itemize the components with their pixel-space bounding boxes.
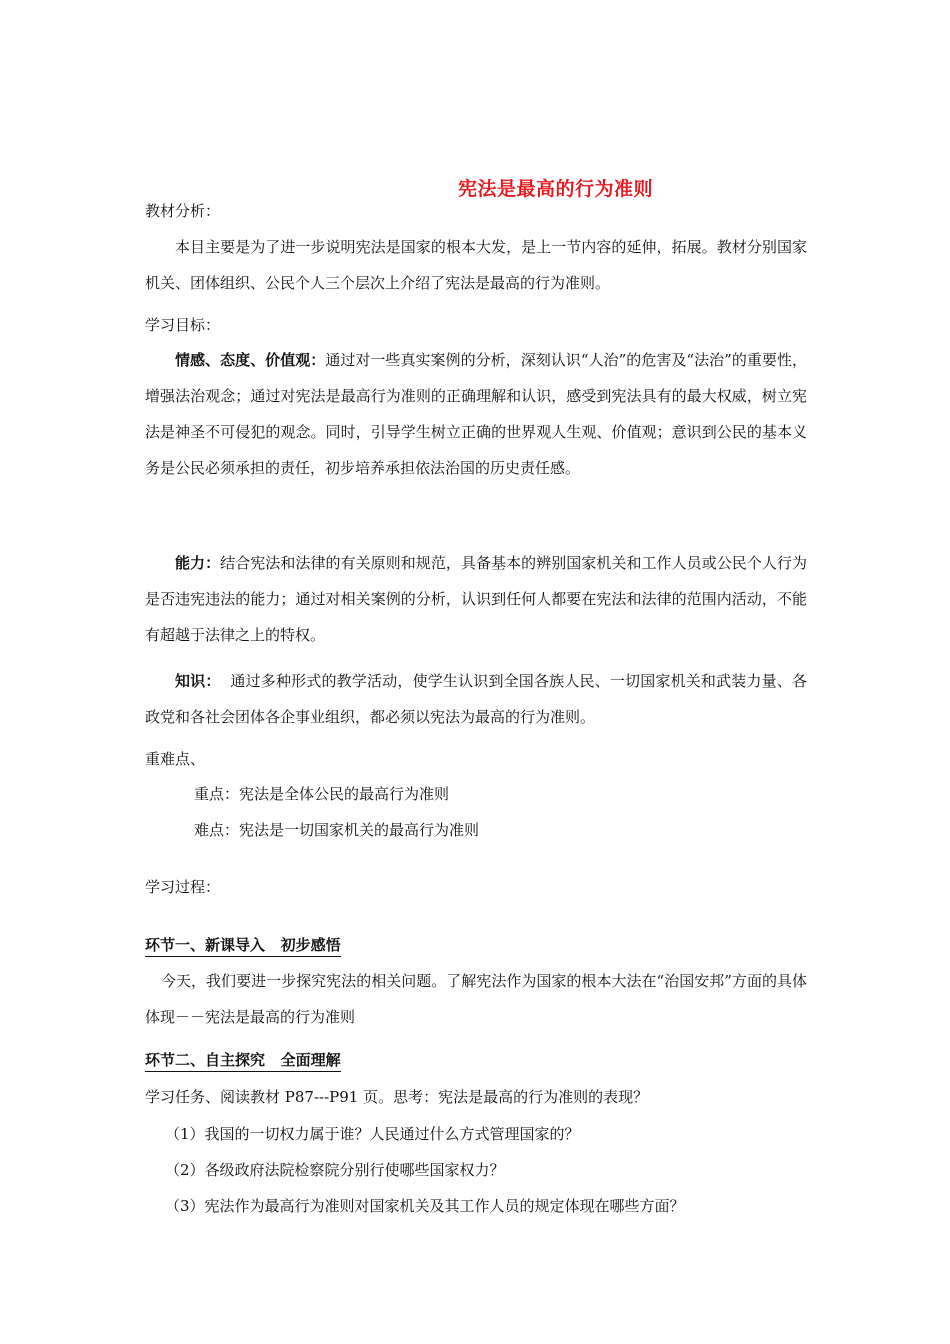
- emotion-goal-paragraph: [145, 342, 807, 486]
- knowledge-goal-paragraph: [145, 663, 807, 735]
- section2-heading: 环节二、自主探究 全面理解: [145, 1050, 341, 1072]
- keypoints-heading: 重难点、: [145, 750, 206, 768]
- knowledge-goal-label: 知识：: [175, 672, 221, 690]
- difficult-point: 难点：宪法是一切国家机关的最高行为准则: [194, 821, 480, 839]
- section1-paragraph: 今天，我们要进一步探究宪法的相关问题。了解宪法作为国家的根本大法在“治国安邦”方面的具体体现－－宪法是最高的行为准则: [145, 972, 807, 1026]
- emotion-goal-label: 情感、态度、价值观：: [175, 351, 326, 369]
- section2-task: 学习任务、阅读教材 P87---P91 页。思考：宪法是最高的行为准则的表现？: [145, 1088, 649, 1106]
- analysis-paragraph: 本目主要是为了进一步说明宪法是国家的根本大发，是上一节内容的延伸，拓展。教材分别国家机关、团体组织、公民个人三个层次上介绍了宪法是最高的行为准则。: [145, 238, 807, 292]
- question-item: （2）各级政府法院检察院分别行使哪些国家权力？: [165, 1161, 505, 1179]
- analysis-heading: 教材分析：: [145, 202, 221, 220]
- page-title: 宪法是最高的行为准则: [458, 178, 654, 200]
- knowledge-goal-text: 通过多种形式的教学活动，使学生认识到全国各族人民、一切国家机关和武装力量、各政党和各社会团体各企事业组织，都必须以宪法为最高的行为准则。: [145, 672, 807, 726]
- question-item: （1）我国的一切权力属于谁？人民通过什么方式管理国家的？: [165, 1125, 580, 1143]
- section1-heading: 环节一、新课导入 初步感悟: [145, 935, 341, 957]
- ability-goal-text: 结合宪法和法律的有关原则和规范，具备基本的辨别国家机关和工作人员或公民个人行为是否违宪违法的能力；通过对相关案例的分析，认识到任何人都要在宪法和法律的范围内活动，不能有超越于法律之上的特权。: [145, 554, 807, 644]
- ability-goal-paragraph: [145, 545, 807, 653]
- emotion-goal-text: 通过对一些真实案例的分析，深刻认识“人治”的危害及“法治”的重要性，增强法治观念；通过对宪法是最高行为准则的正确理解和认识，感受到宪法具有的最大权威，树立宪法是神圣不可侵犯的观念。同时，引导学生树立正确的世界观人生观、价值观；意识到公民的基本义务是公民必须承担的责任，初步培养承担依法治国的历史责任感。: [145, 351, 807, 477]
- goals-heading: 学习目标：: [145, 316, 221, 334]
- process-heading: 学习过程：: [145, 878, 221, 896]
- key-point: 重点：宪法是全体公民的最高行为准则: [194, 785, 450, 803]
- question-item: （3）宪法作为最高行为准则对国家机关及其工作人员的规定体现在哪些方面？: [165, 1197, 685, 1215]
- ability-goal-label: 能力：: [175, 554, 221, 572]
